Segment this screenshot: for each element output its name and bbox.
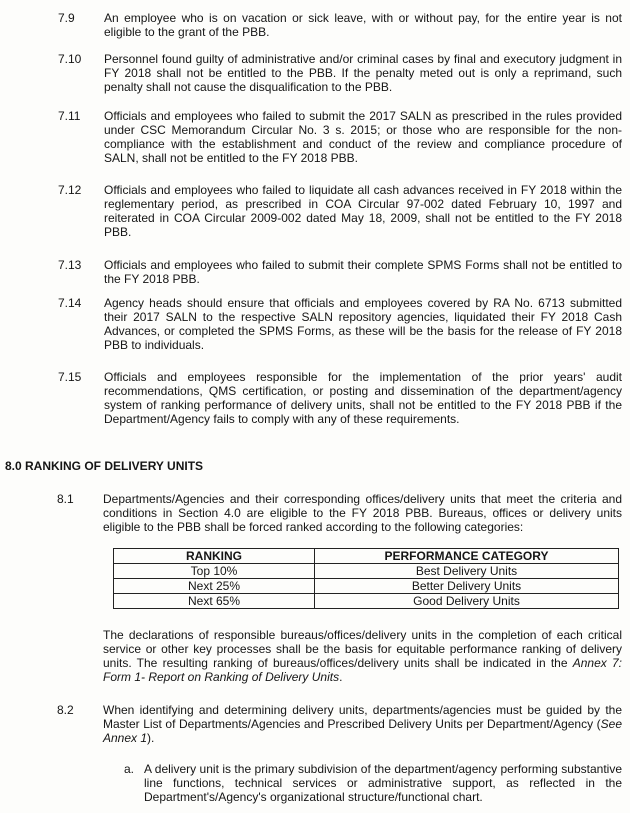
item-number: 7.14: [58, 296, 82, 310]
paragraph-end: .: [339, 670, 343, 684]
ranking-cell: Next 25%: [114, 579, 315, 594]
category-cell: Better Delivery Units: [315, 579, 619, 594]
ranking-table: [113, 548, 619, 609]
category-cell: Good Delivery Units: [315, 594, 619, 609]
item-number: 7.15: [58, 370, 82, 384]
paragraph-text: When identifying and determining delivery units, departments/agencies must be guided by the Master List of Departments/Agencies and Prescribed Delivery Units per Department/Agency (: [103, 703, 622, 731]
item-text: Personnel found guilty of administrative and/or criminal cases by final and executory judgment in FY 2018 shall not be entitled to the PBB. If the penalty meted out is only a reprimand, such penalty shall not cause the disqualification to the PBB.: [104, 52, 622, 94]
item-text: Officials and employees who failed to liquidate all cash advances received in FY 2018 within the reglementary period, as prescribed in COA Circular 97-002 dated February 10, 1997 and reiterated in COA Circular 2009-002 dated May 18, 2009, shall not be entitled to the FY 2018 PBB.: [104, 183, 622, 239]
sub-item-a-text: A delivery unit is the primary subdivision of the department/agency performing substantive line functions, technical services or administrative support, as reflected in the Department's/Agency's organizational structure/functional chart.: [144, 762, 622, 804]
item-text: Officials and employees who failed to submit their complete SPMS Forms shall not be entitled to the FY 2018 PBB.: [104, 258, 622, 286]
table-row: [114, 594, 619, 609]
ranking-cell: Next 65%: [114, 594, 315, 609]
table-header-row: [114, 549, 619, 564]
ranking-declaration-paragraph: [103, 628, 622, 684]
item-8-2-text: [103, 703, 622, 745]
item-text: Officials and employees responsible for the implementation of the prior years' audit recommendations, QMS certification, or posting and dissemination of the department/agency system of ranking performance of delivery units, shall not be entitled to the FY 2018 PBB if the Department/Agency fails to comply with any of these requirements.: [104, 370, 622, 426]
column-header-performance-category: PERFORMANCE CATEGORY: [315, 549, 619, 564]
paragraph-text: The declarations of responsible bureaus/offices/delivery units in the completion of each critical service or other key processes shall be the basis for equitable performance ranking of delivery units. The resulting ranking of bureaus/offices/delivery units shall be indicated in the: [103, 628, 622, 670]
sub-item-letter: a.: [124, 762, 135, 776]
annex-reference: See Annex 1: [103, 717, 622, 745]
section-heading: 8.0 RANKING OF DELIVERY UNITS: [5, 459, 204, 473]
item-number: 7.13: [58, 258, 82, 272]
item-number: 7.9: [58, 11, 75, 25]
ranking-cell: Top 10%: [114, 564, 315, 579]
column-header-ranking: RANKING: [114, 549, 315, 564]
item-number: 8.1: [57, 492, 74, 506]
item-8-1-text: Departments/Agencies and their corresponding offices/delivery units that meet the criteria and conditions in Section 4.0 are eligible to the FY 2018 PBB. Bureaus, offices or delivery units eligible to the PBB shall be forced ranked according to the following categories:: [103, 492, 622, 534]
item-text: Officials and employees who failed to submit the 2017 SALN as prescribed in the rules provided under CSC Memorandum Circular No. 3 s. 2015; or those who are responsible for the non-compliance with the establishment and conduct of the review and compliance procedure of SALN, shall not be entitled to the FY 2018 PBB.: [104, 109, 622, 165]
annex-reference: Annex 7: Form 1- Report on Ranking of Delivery Units: [103, 656, 622, 684]
paragraph-end: ).: [147, 731, 155, 745]
item-number: 7.10: [58, 52, 82, 66]
item-number: 7.11: [58, 109, 81, 123]
category-cell: Best Delivery Units: [315, 564, 619, 579]
item-number: 8.2: [57, 703, 74, 717]
item-text: Agency heads should ensure that officials and employees covered by RA No. 6713 submitted their 2017 SALN to the respective SALN repository agencies, liquidated their FY 2018 Cash Advances, or completed the SPMS Forms, as these will be the basis for the release of FY 2018 PBB to individuals.: [104, 296, 622, 352]
item-number: 7.12: [58, 183, 82, 197]
item-text: An employee who is on vacation or sick leave, with or without pay, for the entire year is not eligible to the grant of the PBB.: [104, 11, 622, 39]
table-row: [114, 579, 619, 594]
table-row: [114, 564, 619, 579]
